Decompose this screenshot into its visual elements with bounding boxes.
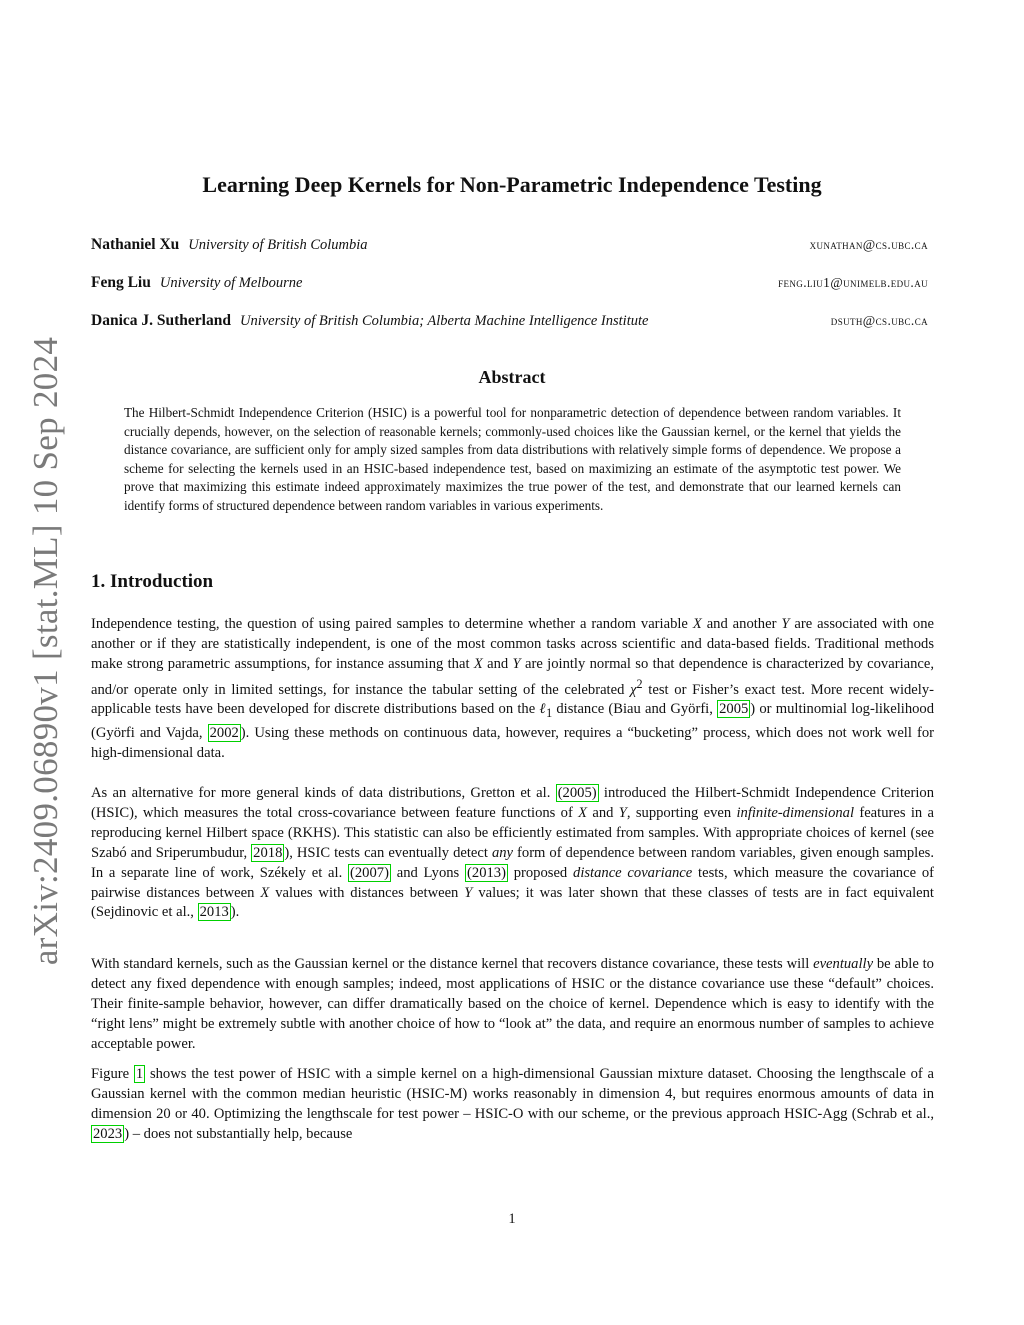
text-run: , supporting even [626,804,737,821]
text-run: shows the test power of HSIC with a simple kernel on a high-dimensional Gaussian mixture dataset. Choosing the lengthscale of a Gaussian kernel with the common median heuristic (HSIC-M) works reasonably in dimension 4, but requires enormous amounts of data in dimension 20 or 40. Optimizing the lengthscale for test power – HSIC-O with our scheme, or the previous approach HSIC-Agg (Schrab et al., [91,1066,934,1122]
author-name: Nathaniel Xu [91,236,180,253]
text-run: test or Fisher’s exact test. More recent widely-applicable tests have been developed for discrete distributions based on the [91,681,934,718]
intro-paragraph-2 [91,784,934,923]
author-email[interactable]: feng.liu1@unimelb.edu.au [778,275,928,290]
citation-link[interactable]: 2023 [93,1125,123,1142]
math-variable: X [692,616,702,632]
author-row [91,312,928,330]
author-row [91,236,928,254]
text-run: Independence testing, the question of using paired samples to determine whether a random variable [91,616,693,632]
page-number: 1 [508,1211,516,1227]
citation-link[interactable]: 2002 [209,725,239,742]
text-run: ). Using these methods on continuous data, however, requires a “bucketing” process, which does not work well for high-dimensional data. [91,725,934,762]
figure-reference-link[interactable]: 1 [135,1066,144,1082]
arxiv-identifier: arXiv:2409.06890v1 [stat.ML] 10 Sep 2024 [26,336,66,966]
math-variable: X [578,804,588,821]
text-run: and Lyons [390,864,466,881]
author-name: Feng Liu [91,274,151,291]
emphasis: infinite-dimensional [736,804,855,821]
author-name: Danica J. Sutherland [91,312,231,329]
text-run: ) or multinomial log-likelihood (Györfi and Vajda, [91,701,934,742]
abstract-body: The Hilbert-Schmidt Independence Criterion (HSIC) is a powerful tool for nonparametric detection of dependence between random variables. It crucially depends, however, on the selection of reasonable kernels; commonly-used choices like the Gaussian kernel, or the kernel that yields the distance covariance, are sufficient only for amply sized samples from data distributions with relatively simple forms of dependence. We propose a scheme for selecting the kernels used in an HSIC-based independence test, based on maximizing an estimate of the asymptotic test power. We prove that maximizing this estimate indeed approximately maximizes the true power of the test, and demonstrate that our learned kernels can identify forms of structured dependence between random variables in various experiments. [124,405,901,513]
citation-link[interactable]: (2007) [350,864,389,881]
emphasis: distance covariance [573,864,693,881]
arxiv-sidebar-stamp [18,336,74,966]
text-run: tests, which measure the covariance of pairwise distances between [91,864,934,901]
text-run: values; it was later shown that these classes of tests are in fact equivalent (Sejdinovic et al., [91,884,934,921]
math-variable: X [260,884,270,901]
text-run: and [587,804,619,821]
text-run: values with distances between [269,884,465,901]
intro-paragraph-1 [91,615,934,764]
text-run: and [482,655,513,672]
text-run: form of dependence between random variables, given enough samples. In a separate line of work, Székely et al. [91,844,935,881]
author-email[interactable]: dsuth@cs.ubc.ca [830,313,928,328]
math-variable: Y [464,884,473,901]
math-variable: Y [781,616,790,632]
text-run: ) – does not substantially help, because [124,1125,353,1142]
author-affiliation: University of British Columbia [188,237,368,253]
citation-link[interactable]: 2018 [253,844,283,861]
section-heading-introduction: 1. Introduction [91,571,214,592]
math-variable: Y [512,655,521,672]
emphasis: eventually [813,956,874,972]
text-run: As an alternative for more general kinds of data distributions, Gretton et al. [91,785,556,801]
text-run: distance (Biau and Györfi, [552,701,718,718]
math-variable: ℓ [539,701,547,718]
math-variable: X [473,655,483,672]
text-run: introduced the Hilbert-Schmidt Independence Criterion (HSIC), which measures the total cross-covariance between feature functions of [91,785,935,821]
math-subscript: 1 [546,706,553,721]
text-run: and another [701,616,782,632]
author-row [91,274,928,292]
math-variable: χ [630,681,637,698]
intro-paragraph-3 [91,955,934,1055]
math-superscript: 2 [636,676,643,691]
emphasis: any [491,844,514,861]
text-run: With standard kernels, such as the Gaussian kernel or the distance kernel that recovers distance covariance, these tests will [91,956,814,972]
intro-paragraph-4 [91,1065,934,1145]
text-run: features in a reproducing kernel Hilbert space (RKHS). This statistic can also be efficiently estimated from samples. With appropriate choices of kernel (see Szabó and Sriperumbudur, [91,804,934,861]
text-run: ). [230,904,240,921]
text-run: are associated with one another or if they are statistically independent, is one of the most common tasks across scientific and data-based fields. Traditional methods make strong parametric assumptions, for instance assuming that [91,616,935,672]
citation-link[interactable]: 2005 [719,701,749,718]
author-affiliation: University of British Columbia; Alberta Machine Intelligence Institute [239,313,649,329]
text-run: Figure [91,1066,134,1082]
author-affiliation: University of Melbourne [159,275,303,291]
paper-title: Learning Deep Kernels for Non-Parametric Independence Testing [202,172,822,197]
citation-link[interactable]: 2013 [199,904,229,921]
text-run: proposed [507,864,574,881]
text-run: are jointly normal so that dependence is characterized by covariance, and/or operate only in limited settings, for instance the tabular setting of the celebrated [91,655,934,698]
abstract-heading: Abstract [478,367,546,387]
citation-link[interactable]: (2013) [467,864,506,881]
text-run: ), HSIC tests can eventually detect [284,844,492,861]
author-email[interactable]: xunathan@cs.ubc.ca [809,237,928,252]
citation-link[interactable]: (2005) [557,785,597,801]
math-variable: Y [618,804,627,821]
text-run: be able to detect any fixed dependence with enough samples; indeed, most applications of HSIC or the distance covariance use these “default” choices. Their finite-sample behavior, however, can differ dramatically based on the choice of kernel. Dependence which is easy to identify with the “right lens” might be extremely subtle with another choice of how to “look at” the data, and require an enormous number of samples to achieve acceptable power. [91,956,934,1052]
